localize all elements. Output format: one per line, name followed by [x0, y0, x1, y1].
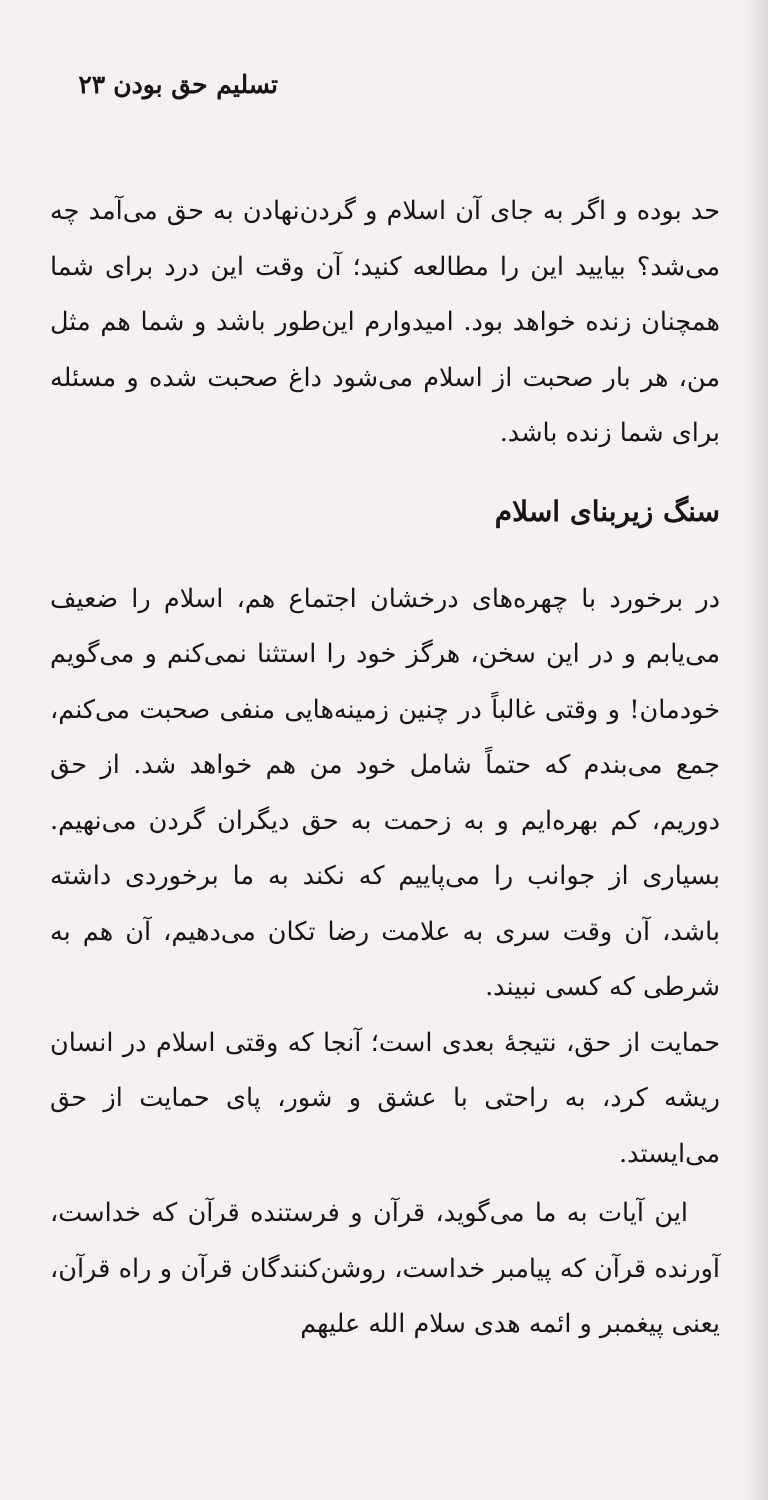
- body-paragraph-4: این آیات به ما می‌گوید، قرآن و فرستنده قرآن که خداست، آورنده قرآن که پیامبر خداست، روشن‌کنندگان قرآن و راه قرآن، یعنی پیغمبر و ائمه هدی سلام الله علیهم: [50, 1198, 720, 1339]
- header-title: تسلیم حق بودن: [113, 70, 278, 99]
- section-heading: سنگ زیربنای اسلام: [494, 494, 720, 528]
- page-body: [50, 184, 720, 1353]
- page-number: ۲۳: [78, 70, 106, 99]
- running-header: [38, 70, 278, 99]
- body-paragraph-1: حد بوده و اگر به جای آن اسلام و گردن‌نهادن به حق می‌آمد چه می‌شد؟ بیایید این را مطالعه کنید؛ آن وقت این درد برای شما همچنان زنده خواهد بود. امیدوارم این‌طور باشد و شما هم مثل من، هر بار صحبت از اسلام می‌شود داغ صحبت شده و مسئله برای شما زنده باشد.: [50, 196, 720, 448]
- page-edge-shadow: [744, 0, 768, 1500]
- body-paragraph-2: در برخورد با چهره‌های درخشان اجتماع هم، اسلام را ضعیف می‌یابم و در این سخن، هرگز خود را استثنا نمی‌کنم و می‌گویم خودمان! و وقتی غالباً در چنین زمینه‌هایی منفی صحبت می‌کنم، جمع می‌بندم که حتماً شامل خود من هم خواهد شد. از حق دوریم، کم بهره‌ایم و به زحمت به حق دیگران گردن می‌نهیم. بسیاری از جوانب را می‌پاییم که نکند به ما برخوردی داشته باشد، آن وقت سری به علامت رضا تکان می‌دهیم، آن هم به شرطی که کسی نبیند.: [50, 583, 720, 1002]
- body-paragraph-3: حمایت از حق، نتیجهٔ بعدی است؛ آنجا که وقتی اسلام در انسان ریشه کرد، به راحتی با عشق و شور، پای حمایت از حق می‌ایستد.: [50, 1027, 720, 1169]
